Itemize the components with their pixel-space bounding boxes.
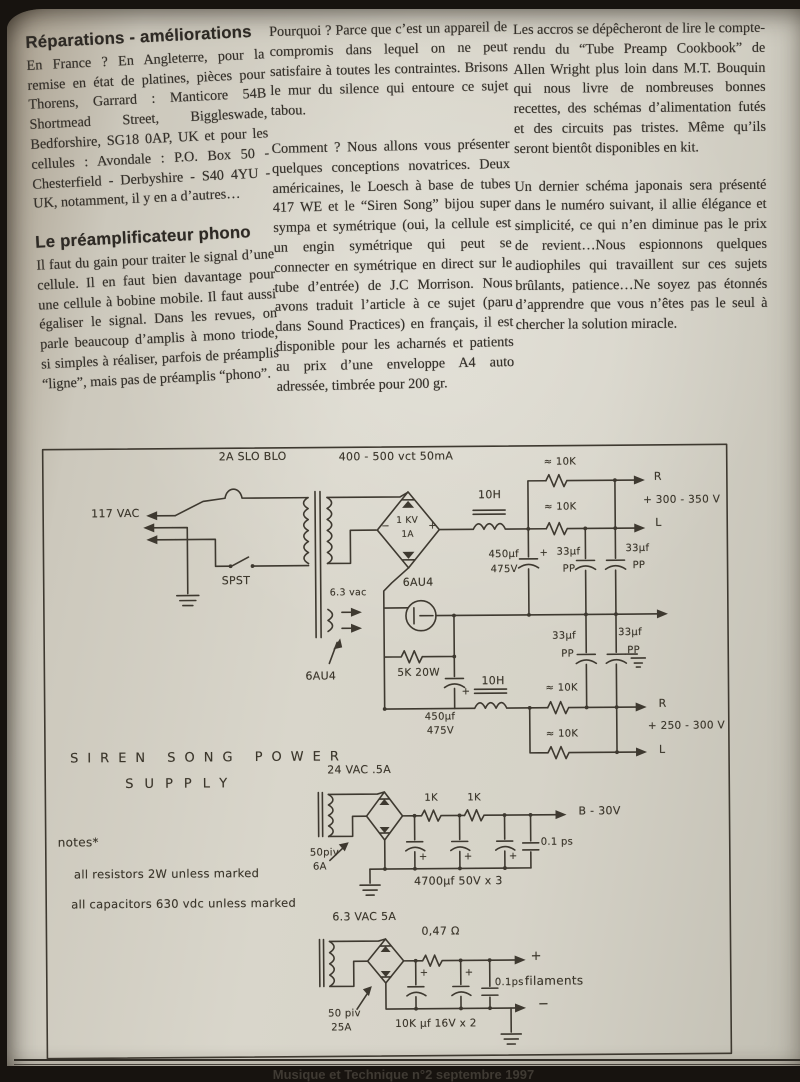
paragraph-comment: Comment ? Nous allons vous présenter quelques conceptions novatrices. Deux américaines, le Loesch à base de tubes 417 WE et le “Siren Song” bijou super sympa et symétrique (oui, la cellule est un engin symétrique qui peut se connecter en symétrique en direct sur le tube d’entrée) de J.C Morrison. Nous avons traduit l’article à ce sujet (paru dans Sound Practices) en français, il est disponible pour les acharnés et patients au prix d’une enveloppe A4 auto adressée, timbrée pour 200 gr.: [271, 135, 515, 395]
schematic-label: +: [461, 686, 471, 698]
schematic-label: 475V: [426, 725, 455, 737]
schematic-label: notes*: [57, 835, 99, 850]
schematic-label: 6A: [312, 861, 327, 873]
schematic-label: 6AU4: [402, 575, 434, 589]
schematic-label: 2A SLO BLO: [218, 449, 287, 464]
schematic-label: 10H: [481, 674, 505, 688]
schematic-label: 33µf: [625, 542, 650, 555]
schematic-label: 33µf: [618, 626, 642, 639]
schematic-label: 117 VAC: [91, 506, 140, 521]
schematic-label: PP: [627, 645, 640, 657]
schematic-label: 10H: [477, 488, 502, 502]
schematic-label: PP: [632, 559, 646, 572]
schematic-label: 1A: [401, 529, 414, 540]
heading-preampli-phono: Le préamplificateur phono: [34, 222, 252, 252]
paragraph-accros: Les accros se dépêcheront de lire le compte-rendu du “Tube Preamp Cookbook” de Allen Wright plus loin dans M.T. Bouquin qui nous livre de nombreuses bonnes recettes, des schémas d’alimentation futés et des circuits pas tristes. Même qu’ils seront bientôt disponibles en kit.: [513, 19, 767, 157]
schematic-label: SPST: [221, 574, 251, 588]
schematic-label: 50 piv: [328, 1008, 361, 1020]
schematic-label: 1K: [424, 792, 438, 804]
schematic-label: +: [508, 850, 518, 863]
schematic-label: 0,47 Ω: [421, 924, 460, 938]
schematic-label: 0.1ps: [494, 976, 524, 989]
schematic-label: 450µf: [424, 711, 456, 723]
schematic-label: SIREN SONG POWER: [70, 749, 348, 767]
schematic-label: +: [418, 851, 428, 863]
schematic-label: 24 VAC .5A: [327, 762, 392, 777]
footer-rule-bottom: [14, 1064, 800, 1065]
schematic-label: L: [658, 742, 666, 756]
schematic-label: R: [658, 696, 667, 710]
schematic-label: 10K µf 16V x 2: [395, 1017, 477, 1030]
schematic-label: −: [537, 996, 550, 1012]
schematic-label: 33µf: [552, 630, 576, 642]
schematic-label: −: [381, 520, 390, 533]
schematic-label: +: [530, 948, 542, 964]
schematic-label: 4700µf 50V x 3: [413, 874, 503, 888]
paper-page: [7, 9, 800, 1082]
paragraph-pourquoi: Pourquoi ? Parce que c’est un appareil de compromis dans lequel on ne peut satisfaire à toutes les contraintes. Brisons le mur du silence qui entoure ce sujet tabou.: [269, 19, 509, 120]
schematic-label: R: [653, 469, 662, 483]
schematic-label: all capacitors 630 vdc unless marked: [71, 895, 297, 912]
schematic-label: L: [655, 515, 662, 529]
schematic-label: + 300 - 350 V: [643, 493, 721, 506]
schematic-label: 33µf: [556, 546, 581, 558]
footer-caption: Musique et Technique n°2 septembre 1997: [272, 1067, 535, 1082]
paragraph-preampli: Il faut du gain pour traiter le signal d’une cellule. Il en faut bien davantage pour une cellule à bobine mobile. Il faut aussi égaliser le signal. Dans les revues, on parle beaucoup d’amplis à mono triode, si simples à réaliser, parfois de préamplis “ligne”, mais pas de préamplis “phono”.: [35, 246, 280, 393]
schematic-label: ≈ 10K: [543, 456, 577, 468]
schematic-label: 1 KV: [396, 515, 419, 526]
schematic-label: 475V: [490, 563, 518, 576]
schematic-label: +: [419, 967, 429, 979]
schematic-label: ≈ 10K: [544, 501, 577, 513]
schematic-label: 6.3 vac: [329, 587, 367, 599]
paragraph-reparations: En France ? En Angleterre, pour la remise en état de platines, pièces pour Thorens, Garrard : Manticore 54B Shortmead Street, Biggleswade, Bedforshire, SG18 0AP, UK et pour les cellules : Avondale : P.O. Box 50 - Chesterfield - Derbyshire - S40 4YU - UK, notamment, il y en a d’autres…: [26, 46, 271, 213]
schematic-label: 5K 20W: [397, 666, 440, 679]
schematic-label: PP: [562, 563, 576, 575]
schematic-label: all resistors 2W unless marked: [73, 866, 260, 882]
schematic-figure: [1, 6, 800, 1078]
schematic-label: B - 30V: [578, 804, 621, 818]
footer-rule-top: [14, 1059, 800, 1061]
schematic-label: 400 - 500 vct 50mA: [338, 449, 454, 464]
schematic-label: ≈ 10K: [545, 728, 579, 740]
schematic-label: ≈ 10K: [545, 682, 578, 694]
schematic-label: 6AU4: [305, 669, 337, 683]
schematic-label: +: [539, 547, 549, 559]
paragraph-schema-japonais: Un dernier schéma japonais sera présenté dans le numéro suivant, il allie élégance et simplicité, ce qui n’en diminue pas le prix de revient…Nous espionnons quelques audiophiles qui travaillent sur ces sujets brûlants, patience…Ne soyez pas étonnés d’apprendre que vous n’êtes pas le seul à chercher la solution miracle.: [514, 176, 768, 334]
heading-reparations: Réparations - améliorations: [25, 21, 253, 52]
schematic-label: 50piv: [309, 847, 340, 859]
schematic-label: + 250 - 300 V: [647, 719, 725, 732]
schematic-label: 450µf: [488, 548, 520, 561]
schematic-label: 1K: [467, 792, 481, 804]
schematic-label: +: [463, 851, 473, 863]
schematic-label: PP: [561, 648, 574, 660]
schematic-labels: [1, 6, 800, 1078]
schematic-label: filaments: [524, 973, 584, 988]
schematic-label: +: [464, 967, 474, 979]
schematic-label: 6.3 VAC 5A: [332, 909, 397, 924]
schematic-label: +: [428, 520, 437, 532]
schematic-label: 25A: [331, 1022, 352, 1034]
schematic-label: 0.1 ps: [540, 836, 574, 848]
schematic-label: SUPPLY: [125, 776, 239, 793]
